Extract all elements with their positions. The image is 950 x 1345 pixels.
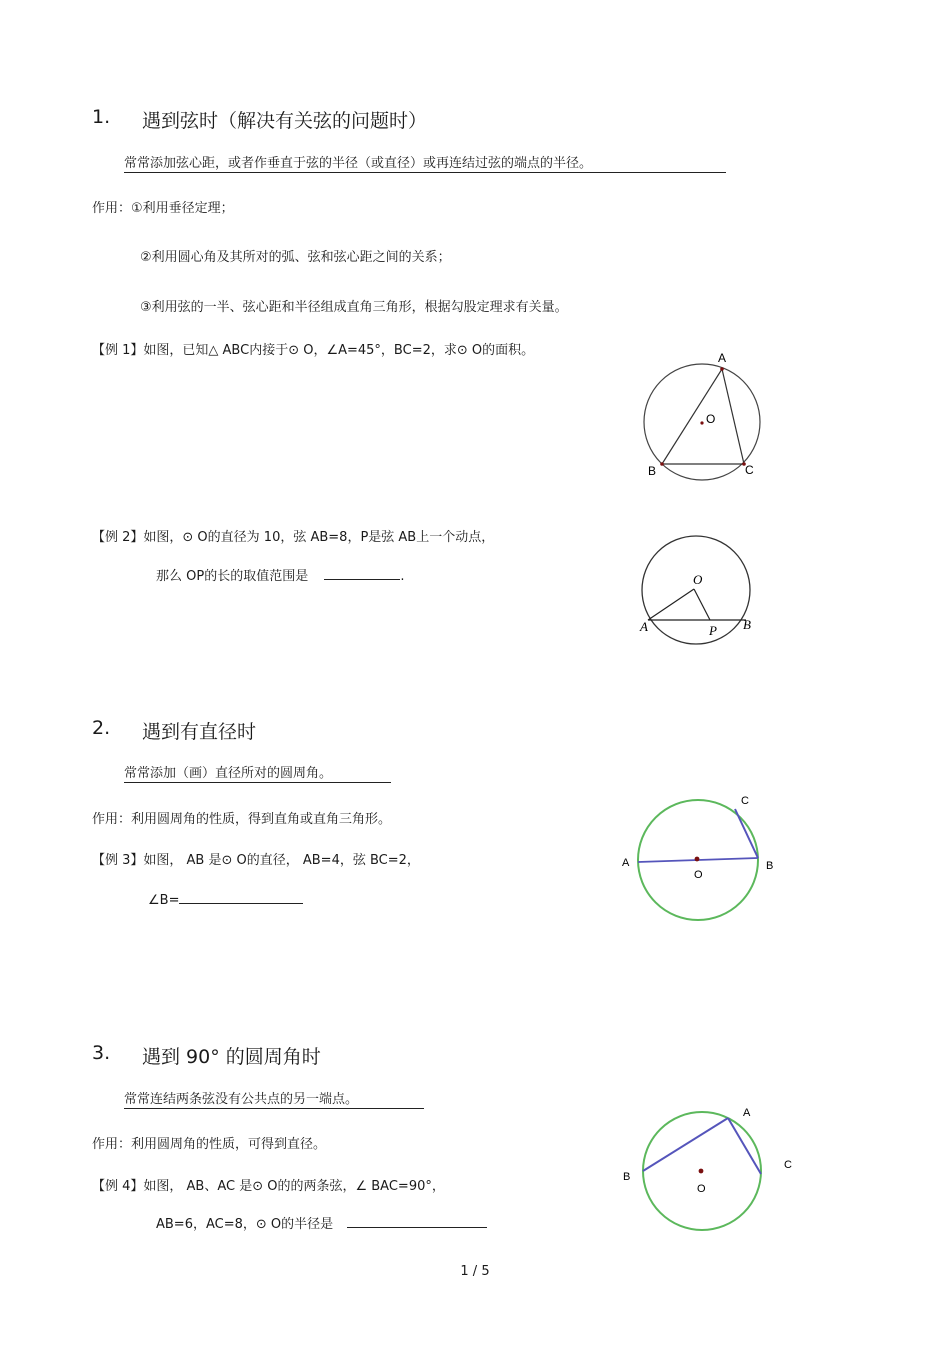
chord-bc	[735, 809, 758, 858]
section-2-heading	[92, 717, 392, 743]
section-3-use: 作用：利用圆周角的性质，可得到直径。	[92, 1137, 327, 1152]
label-b: B	[743, 617, 751, 632]
label-a: A	[743, 1107, 751, 1119]
circle-o	[642, 536, 750, 644]
label-b: B	[623, 1171, 631, 1183]
page-number: 1 / 5	[460, 1264, 490, 1279]
chord-ab	[643, 1118, 728, 1171]
chord-ac	[722, 369, 744, 464]
section-3-heading	[92, 1042, 412, 1068]
label-b: B	[648, 464, 657, 478]
example-4-text-2	[156, 1213, 487, 1232]
section-1-title: 遇到弦时（解决有关弦的问题时）	[142, 110, 428, 132]
answer-blank-2	[324, 565, 400, 580]
label-a: A	[640, 619, 648, 634]
example-2-text-2	[156, 565, 405, 584]
label-o: O	[706, 412, 716, 426]
example-2-question: 那么 OP的长的取值范围是	[156, 569, 309, 584]
center-o	[699, 1169, 704, 1174]
section-2-number: 2.	[92, 717, 111, 739]
label-o: O	[694, 869, 703, 881]
label-c: C	[745, 463, 754, 477]
section-1-number: 1.	[92, 106, 111, 128]
center-o	[700, 421, 703, 424]
section-2-title: 遇到有直径时	[142, 721, 257, 743]
section-2-use: 作用：利用圆周角的性质，得到直角或直角三角形。	[92, 812, 392, 827]
example-2-figure	[630, 530, 760, 650]
example-3-figure	[615, 785, 785, 930]
label-c: C	[741, 795, 749, 807]
label-a: A	[622, 857, 630, 869]
section-2-method: 常常添加（画）直径所对的圆周角。	[124, 762, 391, 783]
segment-oa	[648, 589, 694, 620]
section-1-use-2: ②利用圆心角及其所对的弧、弦和弦心距之间的关系；	[140, 250, 451, 265]
label-o: O	[697, 1183, 706, 1195]
section-3-number: 3.	[92, 1042, 111, 1064]
section-3-title: 遇到 90° 的圆周角时	[142, 1046, 321, 1068]
section-1-heading	[92, 106, 512, 132]
section-1-use-1: 作用：①利用垂径定理；	[92, 201, 234, 216]
example-4-figure	[615, 1100, 805, 1240]
segment-op	[694, 589, 710, 620]
example-4-text-1: 【例 4】如图， AB、AC 是⊙ O的的两条弦，∠ BAC=90°，	[92, 1179, 445, 1194]
label-a: A	[718, 351, 727, 365]
label-b: B	[766, 860, 774, 872]
example-4-question: AB=6，AC=8，⊙ O的半径是	[156, 1217, 334, 1232]
label-c: C	[784, 1159, 792, 1171]
section-1-use-3: ③利用弦的一半、弦心距和半径组成直角三角形，根据勾股定理求有关量。	[140, 300, 568, 315]
example-2-text-1: 【例 2】如图，⊙ O的直径为 10，弦 AB=8，P是弦 AB上一个动点，	[92, 530, 495, 545]
center-o	[695, 857, 700, 862]
section-1-method: 常常添加弦心距，或者作垂直于弦的半径（或直径）或再连结过弦的端点的半径。	[124, 152, 726, 173]
answer-blank-4	[347, 1213, 487, 1228]
label-p: P	[709, 623, 717, 638]
label-o: O	[693, 572, 703, 587]
point-a	[720, 367, 724, 371]
example-3-question: ∠B=	[148, 893, 180, 908]
example-3-text-2	[148, 889, 303, 908]
example-2-end: .	[400, 569, 405, 584]
example-1-text: 【例 1】如图，已知△ ABC内接于⊙ O，∠A=45°，BC=2，求⊙ O的面积。	[92, 343, 535, 358]
point-b	[660, 462, 664, 466]
answer-blank-3	[179, 889, 303, 904]
example-3-text-1: 【例 3】如图， AB 是⊙ O的直径， AB=4，弦 BC=2，	[92, 853, 420, 868]
example-1-figure	[630, 345, 780, 495]
section-3-method: 常常连结两条弦没有公共点的另一端点。	[124, 1088, 424, 1109]
